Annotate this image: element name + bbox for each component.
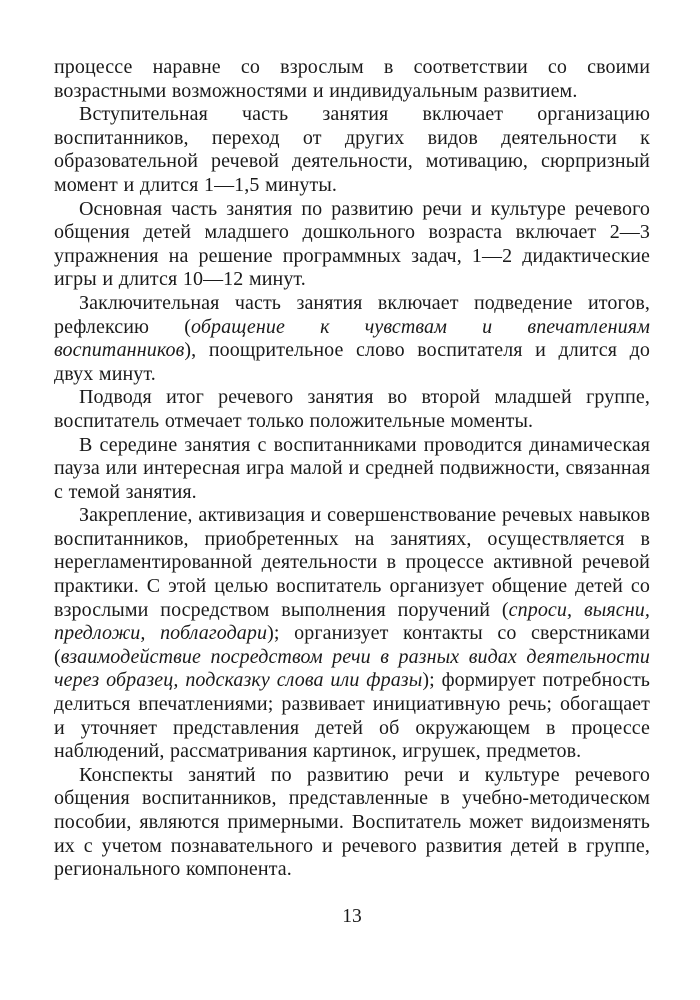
paragraph: [54, 198, 650, 292]
page-number: 13: [342, 906, 362, 927]
paragraph: [54, 764, 650, 882]
text-segment: ); организует контакты со сверстниками (: [54, 622, 650, 668]
paragraph: [54, 504, 650, 764]
page-footer: [54, 906, 650, 928]
text-segment: ); формирует потребность делиться впечатлениями; развивает инициативную речь; обогащает и уточняет представления детей об окружающем в процессе наблюдений, рассматривания картинок, игрушек, предметов.: [54, 669, 651, 763]
text-segment-italic: обращение к чувствам и впечатлениям воспитанников: [54, 315, 650, 362]
paragraph: [54, 386, 650, 433]
text-segment: Подводя итог речевого занятия во второй младшей группе, воспитатель отмечает только положительные моменты.: [54, 386, 650, 432]
text-segment-italic: спроси, выясни, предложи, поблагодари: [54, 598, 650, 645]
page-text-block: [54, 56, 650, 882]
paragraph: [54, 56, 650, 103]
text-segment: ), поощрительное слово воспитателя и длится до двух минут.: [54, 339, 650, 385]
text-segment: Конспекты занятий по развитию речи и культуре речевого общения воспитанников, представленные в учебно-методическом пособии, являются примерными. Воспитатель может видоизменять их с учетом познавательного и речевого развития детей в группе, регионального компонента.: [54, 763, 650, 881]
text-segment: Заключительная часть занятия включает подведение итогов, рефлексию (: [54, 291, 650, 338]
text-segment: В середине занятия с воспитанниками проводится динамическая пауза или интересная игра малой и средней подвижности, связанная с темой занятия.: [54, 433, 650, 503]
paragraph: [54, 434, 650, 505]
paragraph: [54, 103, 650, 197]
paragraph: [54, 292, 650, 386]
text-segment-italic: взаимодействие посредством речи в разных видах деятельности через образец, подсказку слова или фразы: [54, 645, 650, 692]
text-segment: Вступительная часть занятия включает организацию воспитанников, переход от других видов деятельности к образовательной речевой деятельности, мотивацию, сюрпризный момент и длится 1—1,5 минуты.: [54, 103, 650, 196]
text-segment: процессе наравне со взрослым в соответствии со своими возрастными возможностями и индивидуальным развитием.: [54, 56, 650, 102]
text-segment: Основная часть занятия по развитию речи и культуре речевого общения детей младшего дошкольного возраста включает 2—3 упражнения на решение программных задач, 1—2 дидактические игры и длится 10—12 минут.: [54, 197, 650, 291]
text-segment: Закрепление, активизация и совершенствование речевых навыков воспитанников, приобретенных на занятиях, осуществляется в нерегламентированной деятельности в процессе активной речевой практики. С этой целью воспитатель организует общение детей со взрослыми посредством выполнения поручений (: [54, 504, 650, 621]
